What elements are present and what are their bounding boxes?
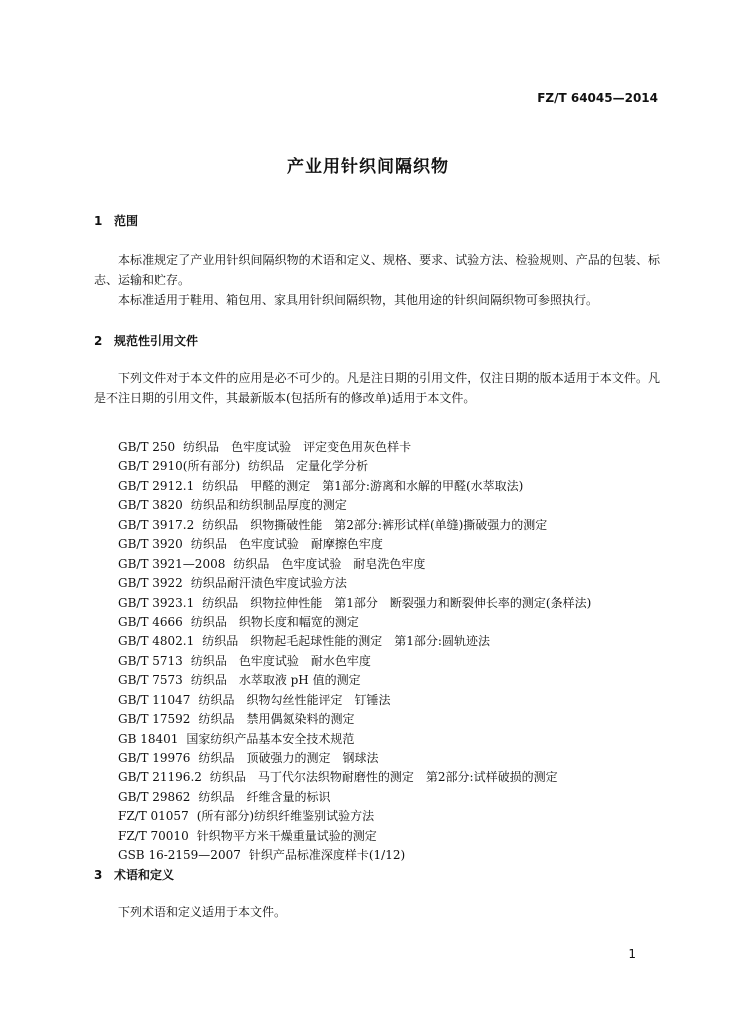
reference-title: 纺织品 织物长度和幅宽的测定 [190, 614, 359, 629]
reference-title: 纺织品 纤维含量的标识 [198, 789, 331, 804]
reference-item [118, 710, 591, 729]
reference-title: 纺织品 织物撕破性能 第2部分:裤形试样(单缝)撕破强力的测定 [202, 517, 548, 532]
reference-code: GB/T 4666 [118, 614, 183, 629]
reference-code: GB/T 2910(所有部分) [118, 459, 241, 474]
reference-title: 纺织品 定量化学分析 [248, 459, 369, 474]
reference-title: 纺织品 甲醛的测定 第1部分:游离和水解的甲醛(水萃取法) [202, 478, 524, 493]
reference-title: 纺织品 顶破强力的测定 钢球法 [198, 751, 379, 765]
section-2-paragraph-1: 下列文件对于本文件的应用是必不可少的。凡是注日期的引用文件，仅注日期的版本适用于本文件。凡是不注日期的引用文件，其最新版本(包括所有的修改单)适用于本文件。 [94, 371, 660, 405]
reference-title: 纺织品 色牢度试验 评定变色用灰色样卡 [183, 440, 412, 454]
reference-code: GB/T 3923.1 [118, 595, 195, 610]
reference-code: GSB 16-2159—2007 [118, 848, 241, 863]
document-title: 产业用针织间隔织物 [287, 157, 449, 177]
reference-item [118, 438, 591, 457]
section-title: 规范性引用文件 [114, 334, 199, 348]
reference-item [118, 477, 591, 496]
reference-code: GB/T 29862 [118, 789, 191, 804]
reference-title: 纺织品 织物勾丝性能评定 钉锤法 [198, 692, 391, 707]
section-3-heading [94, 866, 174, 883]
reference-code: GB/T 3922 [118, 576, 183, 591]
reference-code: GB/T 2912.1 [118, 478, 195, 493]
reference-item [118, 788, 591, 807]
reference-item [118, 632, 591, 651]
reference-item [118, 827, 591, 846]
reference-item [118, 730, 591, 749]
reference-item [118, 768, 591, 787]
reference-title: 纺织品 织物起毛起球性能的测定 第1部分:圆轨迹法 [202, 634, 490, 649]
page-number: 1 [628, 947, 636, 961]
section-title: 术语和定义 [114, 868, 175, 882]
reference-code: GB/T 3920 [118, 537, 183, 552]
reference-title: (所有部分)纺织纤维鉴别试验方法 [196, 809, 375, 824]
section-1-paragraph-2: 本标准适用于鞋用、箱包用、家具用针织间隔织物，其他用途的针织间隔织物可参照执行。 [118, 293, 599, 307]
reference-title: 针织物平方米干燥重量试验的测定 [196, 828, 377, 843]
reference-item [118, 749, 591, 768]
reference-code: GB/T 3921—2008 [118, 556, 226, 571]
reference-item [118, 574, 591, 593]
reference-code: GB 18401 [118, 731, 179, 746]
reference-code: GB/T 17592 [118, 712, 191, 727]
reference-code: GB/T 11047 [118, 692, 191, 707]
section-1-heading [94, 212, 138, 229]
reference-title: 纺织品 色牢度试验 耐皂洗色牢度 [233, 556, 426, 571]
reference-item [118, 652, 591, 671]
section-2-heading [94, 332, 198, 349]
section-number: 3 [94, 868, 103, 882]
reference-item [118, 457, 591, 476]
reference-item [118, 691, 591, 710]
section-3-paragraph-1: 下列术语和定义适用于本文件。 [118, 905, 287, 919]
reference-title: 纺织品 织物拉伸性能 第1部分 断裂强力和断裂伸长率的测定(条样法) [202, 595, 592, 610]
reference-code: GB/T 19976 [118, 751, 191, 765]
reference-code: GB/T 5713 [118, 653, 183, 668]
reference-code: GB/T 21196.2 [118, 770, 202, 785]
reference-item [118, 555, 591, 574]
reference-title: 纺织品和纺织制品厚度的测定 [190, 498, 347, 513]
section-title: 范围 [114, 214, 139, 228]
section-number: 2 [94, 334, 103, 348]
reference-title: 纺织品 色牢度试验 耐摩擦色牢度 [190, 537, 383, 552]
reference-item [118, 535, 591, 554]
reference-item [118, 846, 591, 865]
reference-code: GB/T 3917.2 [118, 517, 195, 532]
reference-code: GB/T 3820 [118, 498, 183, 513]
reference-code: GB/T 7573 [118, 673, 183, 688]
reference-code: FZ/T 01057 [118, 809, 189, 824]
reference-item [118, 807, 591, 826]
normative-references-list [118, 438, 591, 866]
reference-item [118, 671, 591, 690]
reference-item [118, 613, 591, 632]
standard-number: FZ/T 64045—2014 [537, 91, 658, 105]
reference-title: 国家纺织产品基本安全技术规范 [186, 731, 355, 746]
section-number: 1 [94, 214, 103, 228]
reference-code: GB/T 4802.1 [118, 634, 195, 649]
reference-item [118, 496, 591, 515]
reference-title: 针织产品标准深度样卡(1/12) [248, 848, 406, 863]
section-1-paragraph-1: 本标准规定了产业用针织间隔织物的术语和定义、规格、要求、试验方法、检验规则、产品的包装、标志、运输和贮存。 [94, 253, 660, 287]
reference-title: 纺织品 色牢度试验 耐水色牢度 [190, 653, 371, 668]
reference-title: 纺织品耐汗渍色牢度试验方法 [190, 576, 347, 591]
reference-item [118, 594, 591, 613]
reference-code: FZ/T 70010 [118, 828, 189, 843]
reference-title: 纺织品 水萃取液 pH 值的测定 [190, 673, 361, 688]
reference-title: 纺织品 马丁代尔法织物耐磨性的测定 第2部分:试样破损的测定 [209, 770, 558, 785]
reference-code: GB/T 250 [118, 440, 176, 454]
reference-item [118, 516, 591, 535]
reference-title: 纺织品 禁用偶氮染料的测定 [198, 712, 355, 727]
